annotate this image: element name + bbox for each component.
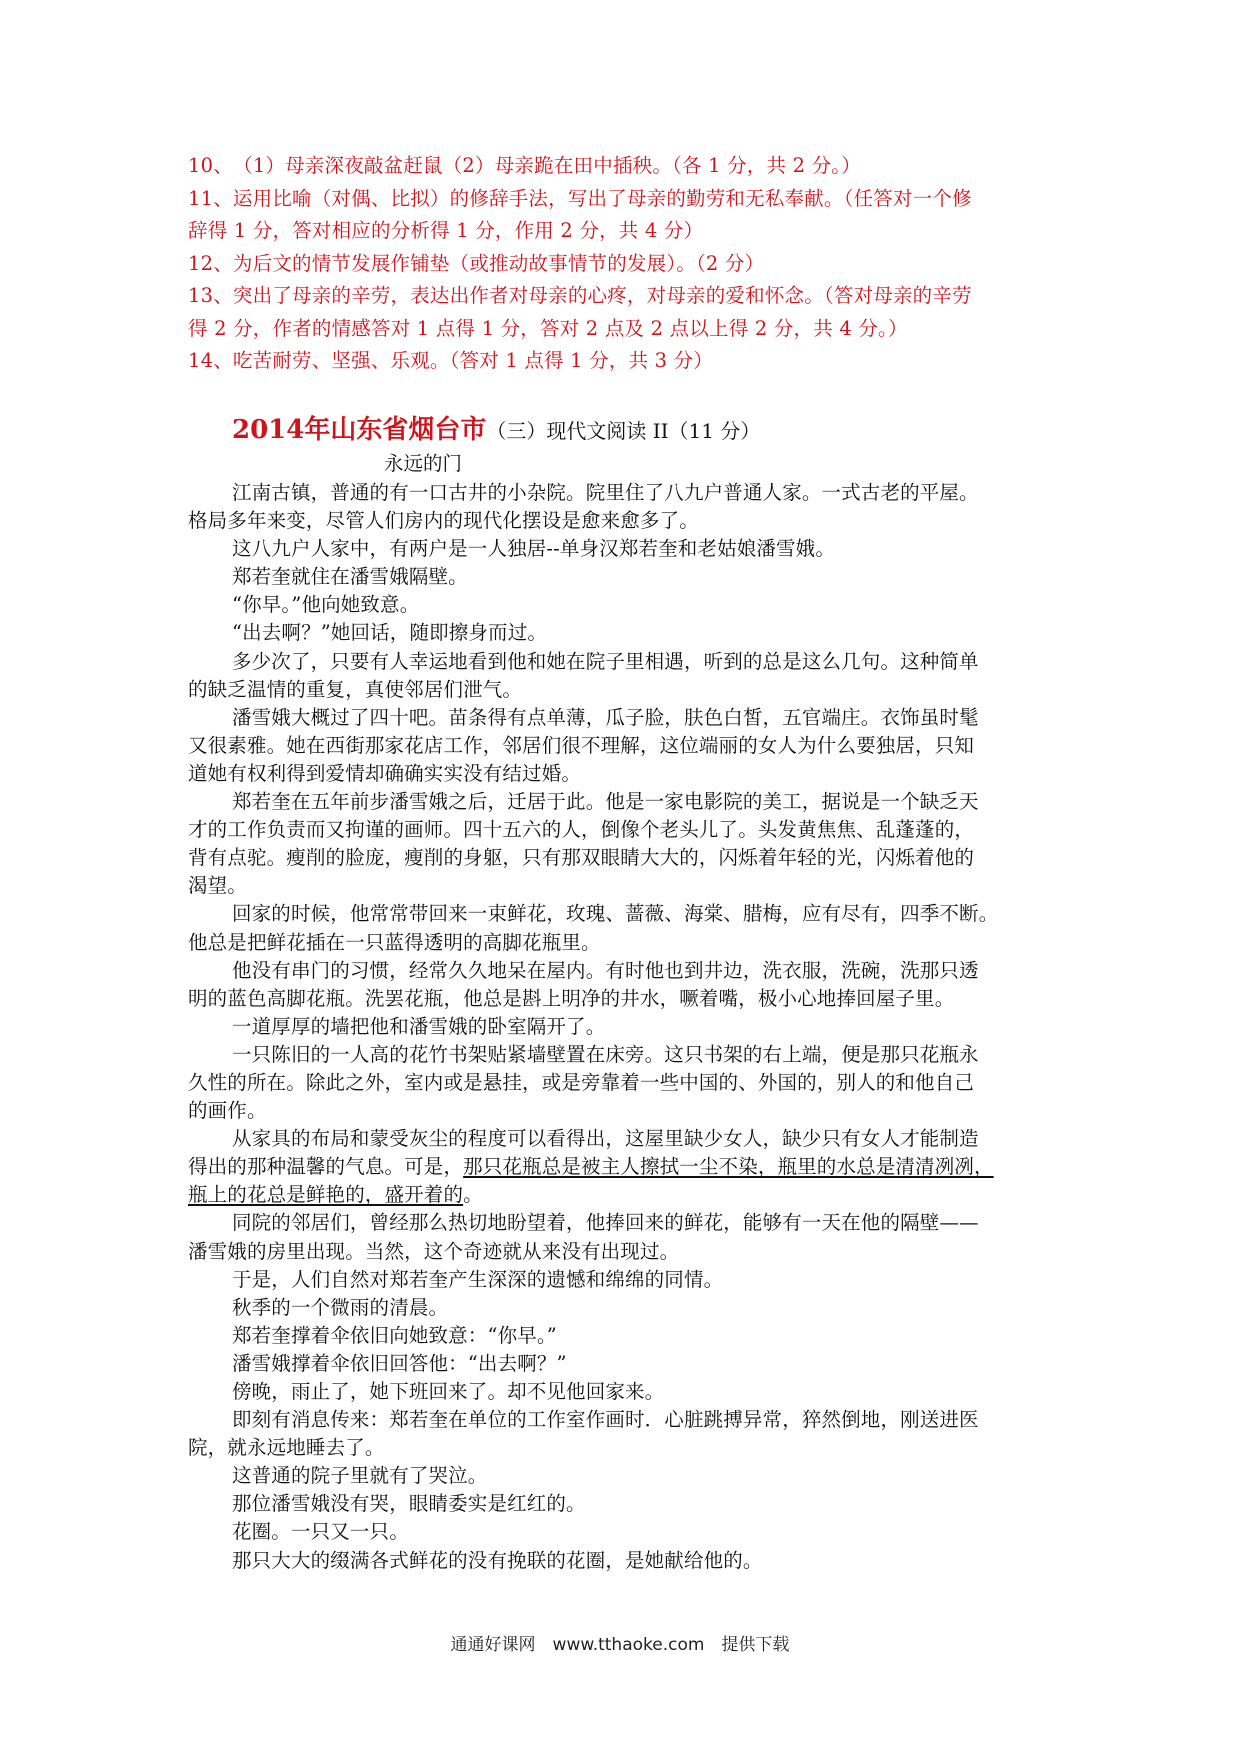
story-line bbox=[188, 1322, 1068, 1350]
story-line bbox=[188, 1097, 1068, 1125]
story-line-text: 潘雪娥大概过了四十吧。苗条得有点单薄，瓜子脸，肤色白皙，五官端庄。衣饰虽时髦 bbox=[232, 705, 979, 729]
story-line-text: 潘雪娥撑着伞依旧回答他：“出去啊？” bbox=[232, 1351, 567, 1375]
section-heading-rest: （三）现代文阅读 II（11 分） bbox=[486, 419, 761, 443]
story-line-text: 即刻有消息传来：郑若奎在单位的工作室作画时．心脏跳搏异常，猝然倒地，刚送进医 bbox=[232, 1408, 979, 1432]
story-line bbox=[188, 563, 1068, 591]
story-line bbox=[188, 788, 1068, 816]
story-line-text: 傍晚，雨止了，她下班回来了。却不见他回家来。 bbox=[232, 1380, 665, 1403]
story-line bbox=[188, 704, 1068, 732]
story-line bbox=[188, 535, 1068, 563]
story-line bbox=[188, 1378, 1068, 1406]
story-line-text: 他没有串门的习惯，经常久久地呆在屋内。有时他也到井边，洗衣服，洗碗，洗那只透 bbox=[232, 958, 979, 982]
answer-line: 辞得 1 分，答对相应的分析得 1 分，作用 2 分，共 4 分） bbox=[188, 219, 704, 242]
story-line bbox=[188, 1181, 1068, 1209]
story-line-text: 久性的所在。除此之外，室内或是悬挂，或是旁靠着一些中国的、外国的，别人的和他自己 bbox=[188, 1070, 975, 1094]
story-line bbox=[188, 1434, 1068, 1462]
story-line-text: 回家的时候，他常常带回来一束鲜花，玫瑰、蔷薇、海棠、腊梅，应有尽有，四季不断。 bbox=[232, 902, 999, 926]
story-line bbox=[188, 619, 1068, 647]
story-line bbox=[188, 816, 1068, 844]
story-line bbox=[188, 1518, 1068, 1546]
story-line bbox=[188, 929, 1068, 957]
answer-key bbox=[188, 150, 1068, 378]
story-line bbox=[188, 1547, 1068, 1575]
story-line-text: 道她有权利得到爱情却确确实实没有结过婚。 bbox=[188, 761, 582, 785]
answer-line: 得 2 分，作者的情感答对 1 点得 1 分，答对 2 点及 2 点以上得 2 分，共 4 分。） bbox=[188, 316, 908, 340]
story-line bbox=[188, 1041, 1068, 1069]
story-line bbox=[188, 1490, 1068, 1518]
story-line-text: 格局多年来变，尽管人们房内的现代化摆设是愈来愈多了。 bbox=[188, 509, 699, 533]
story-line-text: 那只大大的缀满各式鲜花的没有挽联的花圈，是她献给他的。 bbox=[232, 1548, 763, 1572]
story-line bbox=[188, 1462, 1068, 1490]
story-line-text: 一道厚厚的墙把他和潘雪娥的卧室隔开了。 bbox=[232, 1014, 606, 1038]
answer-line: 12、为后文的情节发展作铺垫（或推动故事情节的发展）。（2 分） bbox=[188, 251, 765, 275]
story-line-text: 郑若奎就住在潘雪娥隔壁。 bbox=[232, 565, 468, 589]
story-line-text: 得出的那种温馨的气息。可是， bbox=[188, 1155, 464, 1179]
story-line-text: “出去啊？”她回话，随即擦身而过。 bbox=[232, 621, 547, 645]
story-line-text: 这普通的院子里就有了哭泣。 bbox=[232, 1464, 488, 1488]
story-line bbox=[188, 1013, 1068, 1041]
story-line bbox=[188, 1406, 1068, 1434]
story-line-text: 这八九户人家中，有两户是一人独居--单身汉郑若奎和老姑娘潘雪娥。 bbox=[232, 537, 835, 561]
story-line-text: 花圈。一只又一只。 bbox=[232, 1520, 409, 1544]
story-line bbox=[188, 507, 1068, 535]
story-line bbox=[188, 1125, 1068, 1153]
section-heading-red: 2014年山东省烟台市 bbox=[232, 415, 487, 445]
answer-line: 13、突出了母亲的辛劳，表达出作者对母亲的心疼，对母亲的爱和怀念。（答对母亲的辛劳 bbox=[188, 284, 972, 307]
story-line-text: 同院的邻居们，曾经那么热切地盼望着，他捧回来的鲜花，能够有一天在他的隔壁—— bbox=[232, 1211, 979, 1235]
story-body bbox=[188, 479, 1068, 1575]
underlined-passage: 那只花瓶总是被主人擦拭一尘不染，瓶里的水总是清清冽冽， bbox=[463, 1155, 994, 1179]
story-line bbox=[188, 591, 1068, 619]
story-line-text: 秋季的一个微雨的清晨。 bbox=[232, 1295, 449, 1319]
story-line-text: 江南古镇，普通的有一口古井的小杂院。院里住了八九户普通人家。一式古老的平屋。 bbox=[232, 481, 979, 504]
story-line-text: 才的工作负责而又拘谨的画师。四十五六的人，倒像个老头儿了。头发黄焦焦、乱蓬蓬的， bbox=[188, 818, 975, 842]
story-line-text: 他总是把鲜花插在一只蓝得透明的高脚花瓶里。 bbox=[188, 930, 601, 954]
story-line bbox=[188, 1238, 1068, 1266]
story-line-text: 那位潘雪娥没有哭，眼睛委实是红红的。 bbox=[232, 1492, 586, 1516]
story-line-text: 郑若奎在五年前步潘雪娥之后，迁居于此。他是一家电影院的美工，据说是一个缺乏天 bbox=[232, 790, 979, 814]
story-line-text: 明的蓝色高脚花瓶。洗罢花瓶，他总是斟上明净的井水，噘着嘴，极小心地捧回屋子里。 bbox=[188, 986, 955, 1010]
answer-line: 11、运用比喻（对偶、比拟）的修辞手法，写出了母亲的勤劳和无私奉献。（任答对一个修 bbox=[188, 186, 972, 210]
footer: 通通好课网 www.tthaoke.com 提供下载 bbox=[450, 1635, 790, 1655]
story-line bbox=[188, 1294, 1068, 1322]
story-line bbox=[188, 985, 1068, 1013]
story-line-text: 的画作。 bbox=[188, 1099, 267, 1123]
answer-line: 14、吃苦耐劳、坚强、乐观。（答对 1 点得 1 分，共 3 分） bbox=[188, 349, 714, 372]
story-line-text: 院，就永远地睡去了。 bbox=[188, 1436, 385, 1460]
story-line-text: 背有点驼。瘦削的脸庞，瘦削的身躯，只有那双眼睛大大的，闪烁着年轻的光，闪烁着他的 bbox=[188, 846, 975, 870]
story-line-text: 渴望。 bbox=[188, 874, 247, 898]
story-line-text: “你早。”他向她致意。 bbox=[232, 593, 420, 617]
answer-line: 10、 （1）母亲深夜敲盆赶鼠（2）母亲跪在田中插秧。（各 1 分，共 2 分。） bbox=[188, 154, 861, 177]
story-line-text: 于是，人们自然对郑若奎产生深深的遗憾和绵绵的同情。 bbox=[232, 1267, 724, 1291]
underlined-passage: 瓶上的花总是鲜艳的，盛开着的 bbox=[188, 1183, 464, 1207]
story-line bbox=[188, 844, 1068, 872]
story-line bbox=[188, 957, 1068, 985]
story-line-text: 一只陈旧的一人高的花竹书架贴紧墙壁置在床旁。这只书架的右上端，便是那只花瓶永 bbox=[232, 1042, 979, 1066]
story-line bbox=[188, 1153, 1068, 1181]
story-line-text: 从家具的布局和蒙受灰尘的程度可以看得出，这屋里缺少女人，缺少只有女人才能制造 bbox=[232, 1127, 979, 1151]
story-line bbox=[188, 1350, 1068, 1378]
section-heading bbox=[232, 413, 760, 448]
story-line-text: 的缺乏温情的重复，真使邻居们泄气。 bbox=[188, 677, 523, 701]
story-line bbox=[188, 872, 1068, 900]
story-line-text: 多少次了，只要有人幸运地看到他和她在院子里相遇，听到的总是这么几句。这种简单 bbox=[232, 649, 979, 673]
story-line-tail: 。 bbox=[463, 1183, 483, 1207]
story-title: 永远的门 bbox=[384, 452, 463, 475]
story-line bbox=[188, 760, 1068, 788]
story-line bbox=[188, 1069, 1068, 1097]
story-line bbox=[188, 479, 1068, 507]
story-line bbox=[188, 732, 1068, 760]
story-line bbox=[188, 648, 1068, 676]
story-line-text: 潘雪娥的房里出现。当然，这个奇迹就从来没有出现过。 bbox=[188, 1239, 680, 1263]
story-line bbox=[188, 1209, 1068, 1237]
story-line bbox=[188, 676, 1068, 704]
story-line-text: 又很素雅。她在西街那家花店工作，邻居们很不理解，这位端丽的女人为什么要独居，只知 bbox=[188, 733, 975, 757]
story-line-text: 郑若奎撑着伞依旧向她致意：“你早。” bbox=[232, 1323, 557, 1347]
story-line bbox=[188, 1266, 1068, 1294]
story-line bbox=[188, 900, 1068, 928]
